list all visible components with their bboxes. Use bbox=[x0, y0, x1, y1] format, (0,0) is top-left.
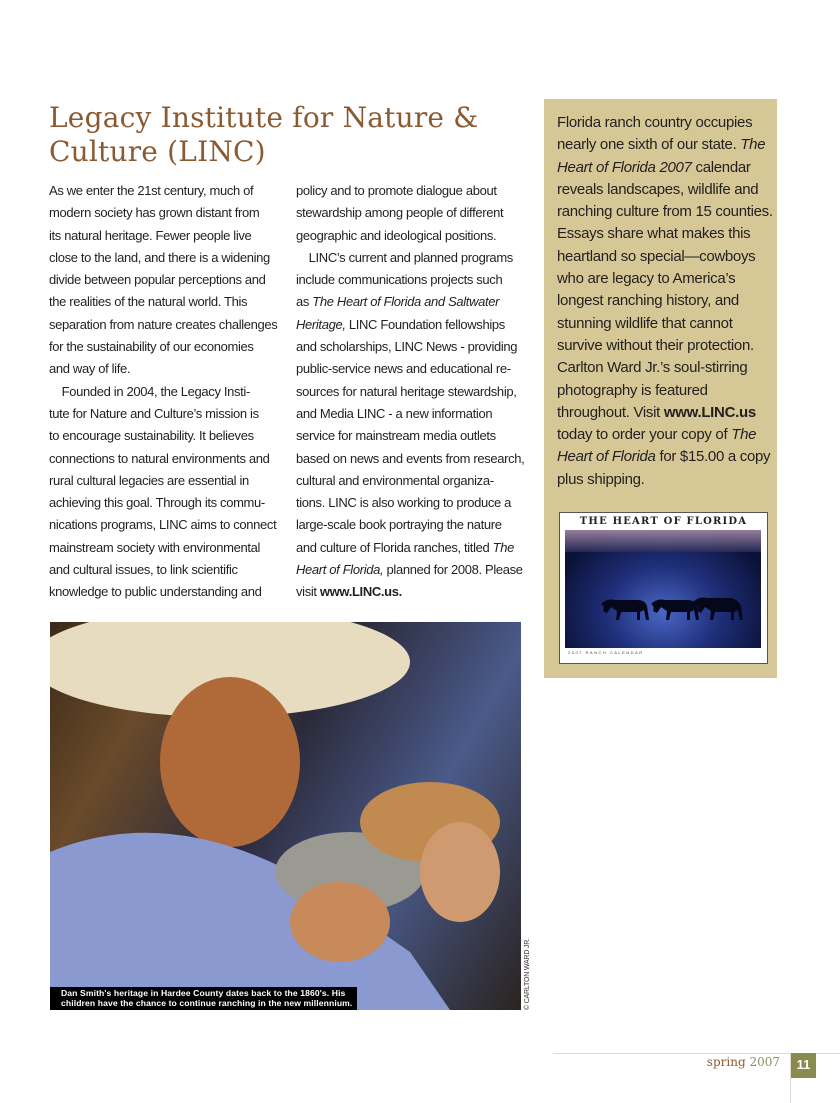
page-number: 11 bbox=[791, 1053, 816, 1078]
horses-photo bbox=[565, 530, 761, 648]
text-run: photography is featured bbox=[557, 381, 708, 399]
text-line bbox=[296, 559, 524, 581]
text-line bbox=[296, 537, 524, 559]
text-line bbox=[296, 180, 524, 202]
text-run: plus shipping. bbox=[557, 470, 645, 488]
text-run: and cultural issues, to link scientific bbox=[49, 562, 238, 578]
text-run: Founded in 2004, the Legacy Insti- bbox=[49, 383, 250, 399]
text-run: Heart of Florida 2007 bbox=[557, 158, 692, 176]
text-run: based on news and events from research, bbox=[296, 450, 525, 466]
article-title bbox=[49, 101, 478, 169]
text-line bbox=[49, 269, 277, 291]
text-run: survive without their protection. bbox=[557, 336, 754, 354]
caption-line: children have the chance to continue ranching in the new millennium. bbox=[61, 997, 353, 1008]
text-line bbox=[557, 246, 773, 268]
text-line bbox=[296, 247, 524, 269]
calendar-cover-image bbox=[559, 512, 768, 664]
text-run: ranching culture from 15 counties. bbox=[557, 203, 773, 221]
text-line bbox=[557, 402, 773, 424]
text-line bbox=[296, 448, 524, 470]
text-run: stewardship among people of different bbox=[296, 205, 504, 221]
text-line bbox=[49, 358, 277, 380]
text-line bbox=[557, 223, 773, 245]
text-line bbox=[296, 492, 524, 514]
text-run: The bbox=[731, 426, 757, 444]
text-line bbox=[296, 403, 524, 425]
text-line bbox=[49, 470, 277, 492]
text-line bbox=[49, 180, 277, 202]
rancher-photo bbox=[50, 622, 521, 1010]
text-run: the realities of the natural world. This bbox=[49, 294, 248, 310]
text-run: and way of life. bbox=[49, 361, 131, 377]
calendar-footer: 2007 RANCH CALENDAR bbox=[568, 650, 644, 655]
text-line bbox=[49, 514, 277, 536]
title-line: Legacy Institute for Nature & bbox=[49, 101, 479, 134]
text-run: policy and to promote dialogue about bbox=[296, 183, 497, 198]
text-line bbox=[296, 202, 524, 224]
text-run: visit bbox=[296, 584, 320, 600]
year: 2007 bbox=[749, 1055, 780, 1069]
text-run: for the sustainability of our economies bbox=[49, 339, 254, 355]
text-run: Heritage, bbox=[296, 316, 346, 332]
text-run: The bbox=[740, 136, 766, 154]
text-run: connections to natural environments and bbox=[49, 450, 270, 466]
text-line bbox=[296, 381, 524, 403]
text-run: planned for 2008. Please bbox=[383, 562, 523, 578]
text-run: divide between popular perceptions and bbox=[49, 272, 266, 288]
text-run: modern society has grown distant from bbox=[49, 205, 260, 221]
text-run: Florida ranch country occupies bbox=[557, 114, 753, 131]
text-run: cultural and environmental organiza- bbox=[296, 472, 494, 488]
text-run: nearly one sixth of our state. bbox=[557, 136, 741, 154]
text-line bbox=[557, 201, 773, 223]
text-line bbox=[49, 403, 277, 425]
text-line bbox=[557, 424, 773, 446]
body-column-1 bbox=[49, 180, 277, 604]
text-line bbox=[49, 314, 277, 336]
text-run: The bbox=[492, 539, 514, 555]
text-run: LINC’s current and planned programs bbox=[296, 249, 513, 265]
text-line bbox=[49, 247, 277, 269]
text-run: close to the land, and there is a widening bbox=[49, 249, 270, 265]
text-run: geographic and ideological positions. bbox=[296, 227, 497, 243]
text-run: to encourage sustainability. It believes bbox=[49, 428, 254, 444]
text-run: sources for natural heritage stewardship, bbox=[296, 383, 517, 399]
text-run: public-service news and educational re- bbox=[296, 361, 511, 377]
text-line bbox=[49, 537, 277, 559]
text-line bbox=[557, 313, 773, 335]
text-line bbox=[557, 112, 773, 134]
sidebar-text bbox=[557, 112, 773, 491]
text-run: reveals landscapes, wildlife and bbox=[557, 180, 759, 198]
text-line bbox=[49, 559, 277, 581]
calendar-title: THE HEART OF FLORIDA bbox=[579, 516, 748, 527]
text-run: and Media LINC - a new information bbox=[296, 405, 493, 421]
text-line bbox=[557, 134, 773, 156]
text-line bbox=[557, 357, 773, 379]
text-line bbox=[557, 469, 773, 491]
text-run: rural cultural legacies are essential in bbox=[49, 472, 249, 488]
text-line bbox=[296, 358, 524, 380]
text-run: tute for Nature and Culture’s mission is bbox=[49, 405, 259, 421]
horse-silhouettes bbox=[565, 530, 761, 648]
text-line bbox=[49, 336, 277, 358]
photo-illustration bbox=[50, 622, 521, 1010]
text-line bbox=[49, 425, 277, 447]
text-line bbox=[296, 225, 524, 247]
text-run: LINC Foundation fellowships bbox=[345, 316, 505, 332]
text-run: Heart of Florida bbox=[557, 448, 656, 466]
text-line bbox=[557, 335, 773, 357]
photo-credit: © CARLTON WARD JR. bbox=[524, 938, 531, 1010]
text-run: nications programs, LINC aims to connect bbox=[49, 517, 277, 533]
text-run: for $15.00 a copy bbox=[655, 448, 771, 466]
text-line bbox=[49, 225, 277, 247]
text-run: calendar bbox=[691, 158, 751, 176]
text-line bbox=[49, 581, 277, 603]
text-run: include communications projects such bbox=[296, 272, 503, 288]
text-run: service for mainstream media outlets bbox=[296, 428, 496, 444]
text-line bbox=[557, 446, 773, 468]
text-run: today to order your copy of bbox=[557, 426, 732, 444]
text-run: Heart of Florida, bbox=[296, 562, 384, 578]
body-column-2 bbox=[296, 180, 524, 604]
link-text[interactable]: www.LINC.us. bbox=[319, 584, 402, 600]
text-run: achieving this goal. Through its commu- bbox=[49, 495, 265, 511]
calendar-sidebar bbox=[544, 99, 777, 678]
text-line bbox=[557, 179, 773, 201]
text-run: stunning wildlife that cannot bbox=[557, 314, 733, 332]
text-run: as bbox=[296, 294, 313, 310]
text-line bbox=[296, 336, 524, 358]
text-run: knowledge to public understanding and bbox=[49, 584, 262, 600]
season: spring bbox=[706, 1055, 746, 1069]
text-line bbox=[296, 291, 524, 313]
text-run: throughout. Visit bbox=[557, 403, 664, 421]
caption-line: Dan Smith's heritage in Hardee County dates back to the 1860's. His bbox=[61, 988, 346, 998]
text-line bbox=[296, 314, 524, 336]
text-run: heartland so special—cowboys bbox=[557, 247, 756, 265]
text-run: tions. LINC is also working to produce a bbox=[296, 495, 512, 511]
text-line bbox=[557, 157, 773, 179]
text-run: who are legacy to America’s bbox=[557, 270, 736, 288]
text-line bbox=[557, 380, 773, 402]
text-line bbox=[557, 268, 773, 290]
text-run: and scholarships, LINC News - providing bbox=[296, 339, 518, 355]
text-run: separation from nature creates challenges bbox=[49, 316, 278, 332]
text-line bbox=[296, 581, 524, 603]
link-text[interactable]: www.LINC.us bbox=[663, 403, 756, 421]
photo-caption bbox=[50, 987, 357, 1010]
text-run: large-scale book portraying the nature bbox=[296, 517, 502, 533]
text-run: mainstream society with environmental bbox=[49, 539, 261, 555]
text-line bbox=[296, 425, 524, 447]
text-line bbox=[49, 492, 277, 514]
text-line bbox=[296, 514, 524, 536]
text-line bbox=[49, 291, 277, 313]
text-run: longest ranching history, and bbox=[557, 292, 739, 310]
text-run: Essays share what makes this bbox=[557, 225, 751, 243]
text-line bbox=[557, 290, 773, 312]
text-line bbox=[49, 202, 277, 224]
text-line bbox=[296, 470, 524, 492]
text-run: and culture of Florida ranches, titled bbox=[296, 539, 493, 555]
text-line bbox=[49, 381, 277, 403]
issue-label bbox=[707, 1055, 780, 1069]
text-run: The Heart of Florida and Saltwater bbox=[312, 294, 500, 310]
text-line bbox=[49, 448, 277, 470]
title-line: Culture (LINC) bbox=[49, 135, 266, 168]
text-line bbox=[296, 269, 524, 291]
text-run: As we enter the 21st century, much of bbox=[49, 183, 254, 198]
text-run: its natural heritage. Fewer people live bbox=[49, 227, 252, 243]
text-run: Carlton Ward Jr.’s soul-stirring bbox=[557, 359, 748, 377]
